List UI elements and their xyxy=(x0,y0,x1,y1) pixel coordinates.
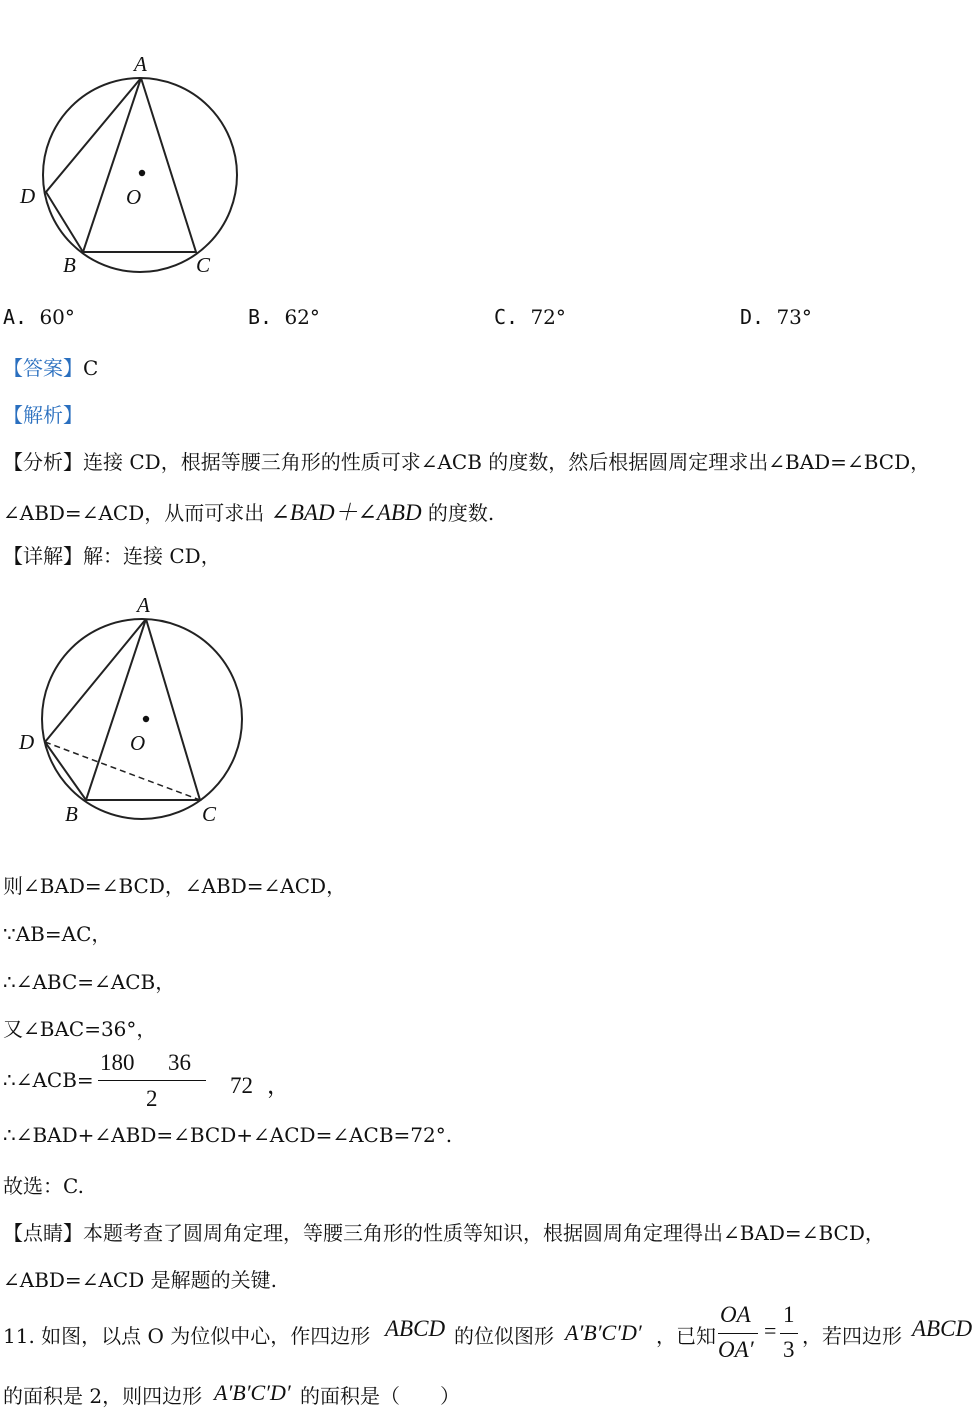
dianjing-line-2: ∠ABD=∠ACD 是解题的关键. xyxy=(3,1268,277,1292)
q11-abcd2: ABCD xyxy=(912,1316,973,1341)
circle-figure-1 xyxy=(0,40,260,290)
q11-prime-figure-2: A′B′C′D′ xyxy=(214,1380,291,1405)
q11-frac-num: OA xyxy=(720,1302,751,1327)
acb-num-b: 36 xyxy=(168,1050,191,1075)
acb-result: 72 ， xyxy=(230,1073,290,1098)
label-O2: O xyxy=(130,731,146,755)
q11-part2: 的位似图形 xyxy=(454,1324,554,1348)
q11-val-den: 3 xyxy=(783,1337,795,1362)
q11-val-bar xyxy=(780,1333,798,1334)
step-1: 则∠BAD=∠BCD，∠ABD=∠ACD， xyxy=(3,874,347,898)
label-A: A xyxy=(134,52,147,76)
label-A2: A xyxy=(137,593,150,617)
q11-part4: ，若四边形 xyxy=(802,1324,902,1348)
acb-den: 2 xyxy=(146,1086,158,1111)
step-3: ∴∠ABC=∠ACB， xyxy=(3,970,176,994)
answer-line xyxy=(3,352,98,381)
q11-line2b: 的面积是（ ） xyxy=(300,1384,460,1408)
final-step-2: 故选：C. xyxy=(3,1174,84,1198)
q11-abcd: ABCD xyxy=(385,1316,446,1341)
acb-frac-bar xyxy=(98,1080,206,1081)
answer-value: C xyxy=(83,356,99,380)
option-b: B. 62° xyxy=(248,305,320,329)
label-D2: D xyxy=(19,730,35,754)
circle-figure-2 xyxy=(0,585,270,835)
option-c: C. 72° xyxy=(494,305,566,329)
answer-tag: 【答案】 xyxy=(3,356,83,380)
fenxi-line-1: 【分析】连接 CD，根据等腰三角形的性质可求∠ACB 的度数，然后根据圆周定理求出∠BAD=∠BCD， xyxy=(3,450,931,474)
acb-prefix: ∴∠ACB= xyxy=(3,1068,94,1092)
fenxi-line-2: ∠ABD=∠ACD，从而可求出 ∠BAD＋∠ABD 的度数. xyxy=(3,500,495,525)
q11-part3: ，已知 xyxy=(656,1324,716,1348)
option-a: A. 60° xyxy=(3,305,75,329)
step-2: ∵AB=AC， xyxy=(3,922,112,946)
label-D: D xyxy=(20,184,36,208)
q11-line2a: 的面积是 2，则四边形 xyxy=(3,1384,203,1408)
q11-eq: = xyxy=(764,1318,777,1343)
label-C: C xyxy=(196,253,211,277)
acb-num-a: 180 xyxy=(100,1050,135,1075)
option-d: D. 73° xyxy=(740,305,812,329)
detail-line: 【详解】解：连接 CD， xyxy=(3,544,221,568)
q11-frac-den: OA′ xyxy=(718,1337,754,1362)
step-4: 又∠BAC=36°， xyxy=(3,1017,157,1041)
q11-frac-bar xyxy=(718,1333,758,1334)
q11-prime-figure: A′B′C′D′ xyxy=(565,1320,642,1345)
label-B2: B xyxy=(65,802,78,826)
dianjing-line-1: 【点睛】本题考查了圆周角定理，等腰三角形的性质等知识，根据圆周角定理得出∠BAD=∠BCD， xyxy=(3,1221,885,1245)
label-C2: C xyxy=(202,802,217,826)
label-O: O xyxy=(126,185,142,209)
q11-part1: 11. 如图，以点 O 为位似中心，作四边形 xyxy=(3,1324,371,1348)
label-B: B xyxy=(63,253,76,277)
analysis-tag: 【解析】 xyxy=(3,403,83,427)
q11-val-num: 1 xyxy=(783,1302,795,1327)
final-step-1: ∴∠BAD+∠ABD=∠BCD+∠ACD=∠ACB=72°. xyxy=(3,1123,453,1147)
